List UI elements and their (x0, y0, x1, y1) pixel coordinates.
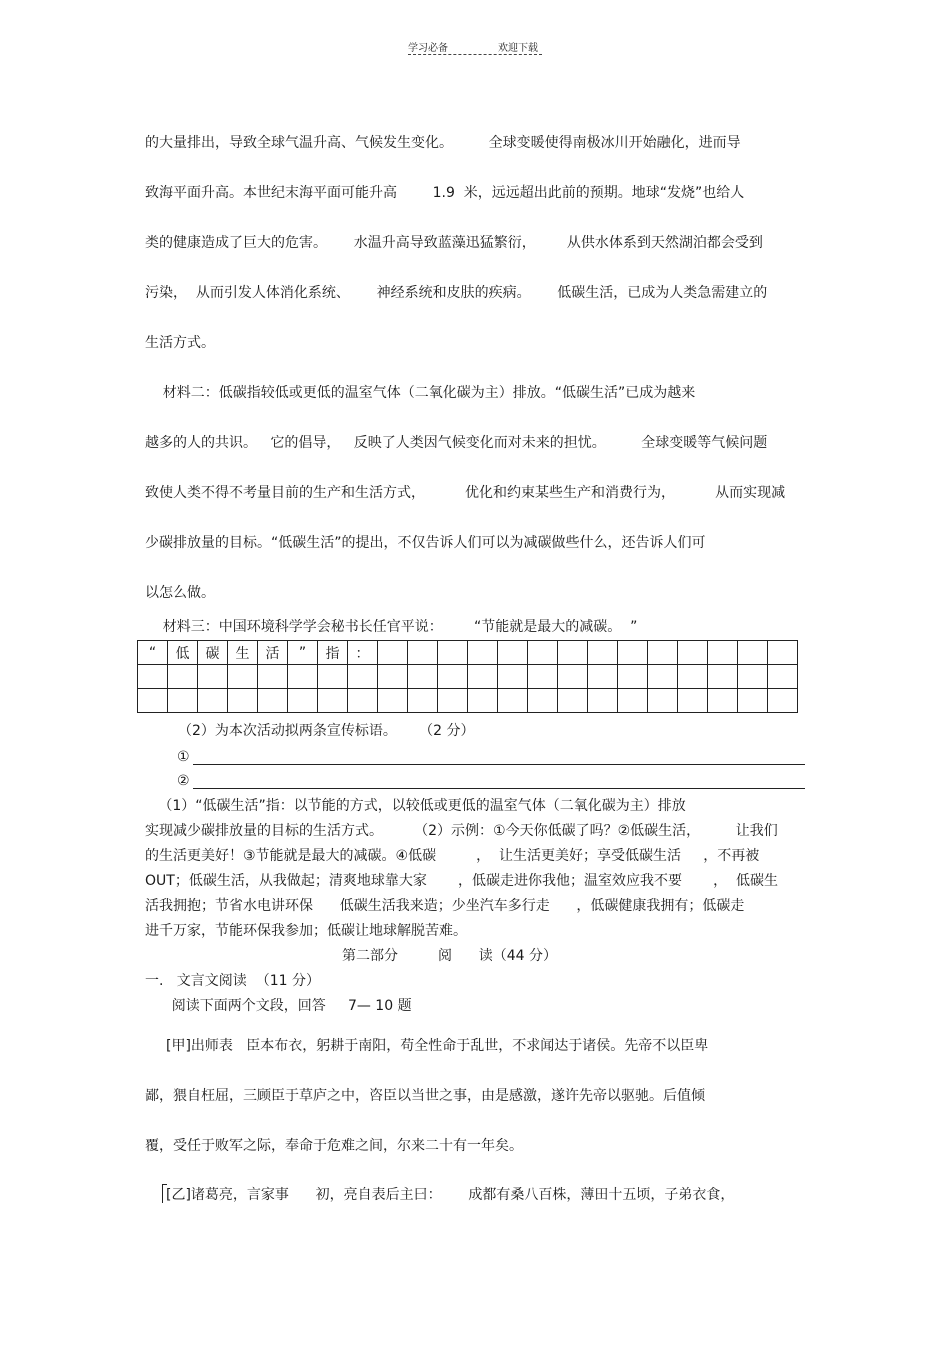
grid-cell[interactable] (588, 689, 618, 713)
grid-cell[interactable] (408, 689, 438, 713)
answer-line: OUT；低碳生活，从我做起；清爽地球靠大家 ，低碳走进你我他；温室效应我不要 ， 低碳生 (145, 873, 779, 889)
passage-jia-line: 覆，受任于败军之际，奉命于危难之间，尔来二十有一年矣。 (145, 1138, 523, 1154)
grid-row (138, 689, 798, 713)
grid-cell[interactable] (468, 665, 498, 689)
grid-cell[interactable] (378, 641, 408, 665)
grid-cell[interactable] (288, 665, 318, 689)
grid-cell[interactable] (408, 665, 438, 689)
answer-grid (137, 640, 798, 713)
grid-cell[interactable] (138, 689, 168, 713)
grid-cell[interactable] (378, 689, 408, 713)
grid-cell[interactable] (738, 665, 768, 689)
grid-cell[interactable] (378, 665, 408, 689)
grid-cell[interactable] (768, 641, 798, 665)
grid-cell[interactable] (168, 665, 198, 689)
grid-cell[interactable] (588, 641, 618, 665)
grid-cell[interactable] (228, 665, 258, 689)
grid-cell[interactable] (648, 665, 678, 689)
grid-cell[interactable] (738, 641, 768, 665)
grid-cell[interactable] (618, 665, 648, 689)
grid-cell[interactable] (438, 665, 468, 689)
reading-instruction: 阅读下面两个文段，回答 7— 10 题 (145, 998, 412, 1014)
answer-line: 活我拥抱；节省水电讲环保 低碳生活我来造；少坐汽车多行走 ，低碳健康我拥有；低碳走 (145, 898, 745, 914)
answer-line: 的生活更美好！③节能就是最大的减碳。④低碳 ， 让生活更美好；享受低碳生活 ，不再被 (145, 848, 760, 864)
grid-cell[interactable] (708, 665, 738, 689)
header-right: 欢迎下载 (498, 43, 538, 54)
grid-cell[interactable] (768, 689, 798, 713)
para1-line: 污染， 从而引发人体消化系统、 神经系统和皮肤的疾病。 低碳生活，已成为人类急需建立的 (145, 285, 768, 301)
grid-cell[interactable] (648, 641, 678, 665)
grid-cell[interactable] (228, 689, 258, 713)
grid-cell[interactable] (348, 665, 378, 689)
header-divider (408, 54, 542, 55)
grid-cell[interactable] (528, 641, 558, 665)
para2-line: 材料二：低碳指较低或更低的温室气体（二氧化碳为主）排放。“低碳生活”已成为越来 (145, 385, 696, 401)
grid-cell[interactable] (738, 689, 768, 713)
passage-jia-line: 鄙，猥自枉屈，三顾臣于草庐之中，咨臣以当世之事，由是感激，遂许先帝以驱驰。后值倾 (145, 1088, 705, 1104)
grid-cell[interactable]: 碳 (198, 641, 228, 665)
grid-cell[interactable] (528, 689, 558, 713)
para1-line: 类的健康造成了巨大的危害。 水温升高导致蓝藻迅猛繁衍， 从供水体系到天然湖泊都会受到 (145, 235, 763, 251)
grid-cell[interactable] (708, 689, 738, 713)
page-header (408, 39, 542, 57)
grid-cell[interactable] (618, 641, 648, 665)
grid-cell[interactable] (318, 689, 348, 713)
grid-cell[interactable] (528, 665, 558, 689)
passage-yi-line: [乙]诸葛亮，言家事 初，亮自表后主曰： 成都有桑八百株，薄田十五顷，子弟衣食， (166, 1187, 735, 1203)
passage-jia-line: [甲]出师表 臣本布衣，躬耕于南阳，苟全性命于乱世，不求闻达于诸侯。先帝不以臣卑 (166, 1038, 709, 1054)
grid-cell[interactable] (678, 641, 708, 665)
header-left: 学习必备 (408, 43, 448, 54)
grid-cell[interactable]: 低 (168, 641, 198, 665)
grid-cell[interactable] (198, 689, 228, 713)
answer-blank-2[interactable] (193, 788, 805, 789)
answer-line: 实现减少碳排放量的目标的生活方式。 （2）示例：①今天你低碳了吗？②低碳生活， 让我们 (145, 823, 778, 839)
para2-line: 少碳排放量的目标。“低碳生活”的提出，不仅告诉人们可以为减碳做些什么，还告诉人们可 (145, 535, 706, 551)
grid-cell[interactable] (498, 689, 528, 713)
grid-cell[interactable] (768, 665, 798, 689)
grid-cell[interactable] (678, 665, 708, 689)
grid-cell[interactable] (438, 689, 468, 713)
grid-cell[interactable] (408, 641, 438, 665)
answer-blank-1[interactable] (193, 764, 805, 765)
grid-cell[interactable] (348, 689, 378, 713)
grid-cell[interactable]: “ (138, 641, 168, 665)
grid-cell[interactable] (618, 689, 648, 713)
para2-line: 以怎么做。 (145, 585, 215, 601)
section-1-heading: 一. 文言文阅读 （11 分） (145, 973, 320, 989)
grid-cell[interactable] (318, 665, 348, 689)
grid-cell[interactable] (678, 689, 708, 713)
grid-cell[interactable]: 生 (228, 641, 258, 665)
blank-1-label: ① (177, 749, 190, 765)
grid-cell[interactable] (588, 665, 618, 689)
para2-line: 越多的人的共识。 它的倡导， 反映了人类因气候变化而对未来的担忧。 全球变暖等气候问题 (145, 435, 768, 451)
grid-cell[interactable] (258, 665, 288, 689)
grid-cell[interactable] (198, 665, 228, 689)
grid-cell[interactable] (138, 665, 168, 689)
grid-cell[interactable]: 指 (318, 641, 348, 665)
grid-cell[interactable] (168, 689, 198, 713)
grid-cell[interactable] (498, 641, 528, 665)
para1-line: 致海平面升高。本世纪末海平面可能升高 1.9 米，远远超出此前的预期。地球“发烧”也给人 (145, 185, 745, 201)
answer-line: （1）“低碳生活”指：以节能的方式，以较低或更低的温室气体（二氧化碳为主）排放 (145, 798, 686, 814)
answer-line: 进千万家，节能环保我参加；低碳让地球解脱苦难。 (145, 923, 467, 939)
grid-cell[interactable]: ” (288, 641, 318, 665)
grid-cell[interactable] (288, 689, 318, 713)
grid-cell[interactable] (558, 665, 588, 689)
grid-cell[interactable] (258, 689, 288, 713)
grid-cell[interactable]: 活 (258, 641, 288, 665)
grid-cell[interactable]: ： (348, 641, 378, 665)
grid-cell[interactable] (468, 641, 498, 665)
grid-cell[interactable] (468, 689, 498, 713)
grid-cell[interactable] (438, 641, 468, 665)
grid-cell[interactable] (708, 641, 738, 665)
grid-cell[interactable] (558, 689, 588, 713)
part2-title: 第二部分 阅 读（44 分） (342, 948, 558, 964)
question-2: （2）为本次活动拟两条宣传标语。 （2 分） (178, 723, 475, 739)
grid-cell[interactable] (498, 665, 528, 689)
grid-row (138, 641, 798, 665)
para2-line: 致使人类不得不考量目前的生产和生活方式， 优化和约束某些生产和消费行为， 从而实现减 (145, 485, 786, 501)
blank-2-label: ② (177, 773, 190, 789)
grid-cell[interactable] (648, 689, 678, 713)
para1-line: 生活方式。 (145, 335, 215, 351)
material3-line: 材料三：中国环境科学学会秘书长任官平说： “节能就是最大的减碳。 ” (145, 619, 638, 635)
para1-line: 的大量排出，导致全球气温升高、气候发生变化。 全球变暖使得南极冰川开始融化，进而导 (145, 135, 741, 151)
grid-row (138, 665, 798, 689)
grid-cell[interactable] (558, 641, 588, 665)
